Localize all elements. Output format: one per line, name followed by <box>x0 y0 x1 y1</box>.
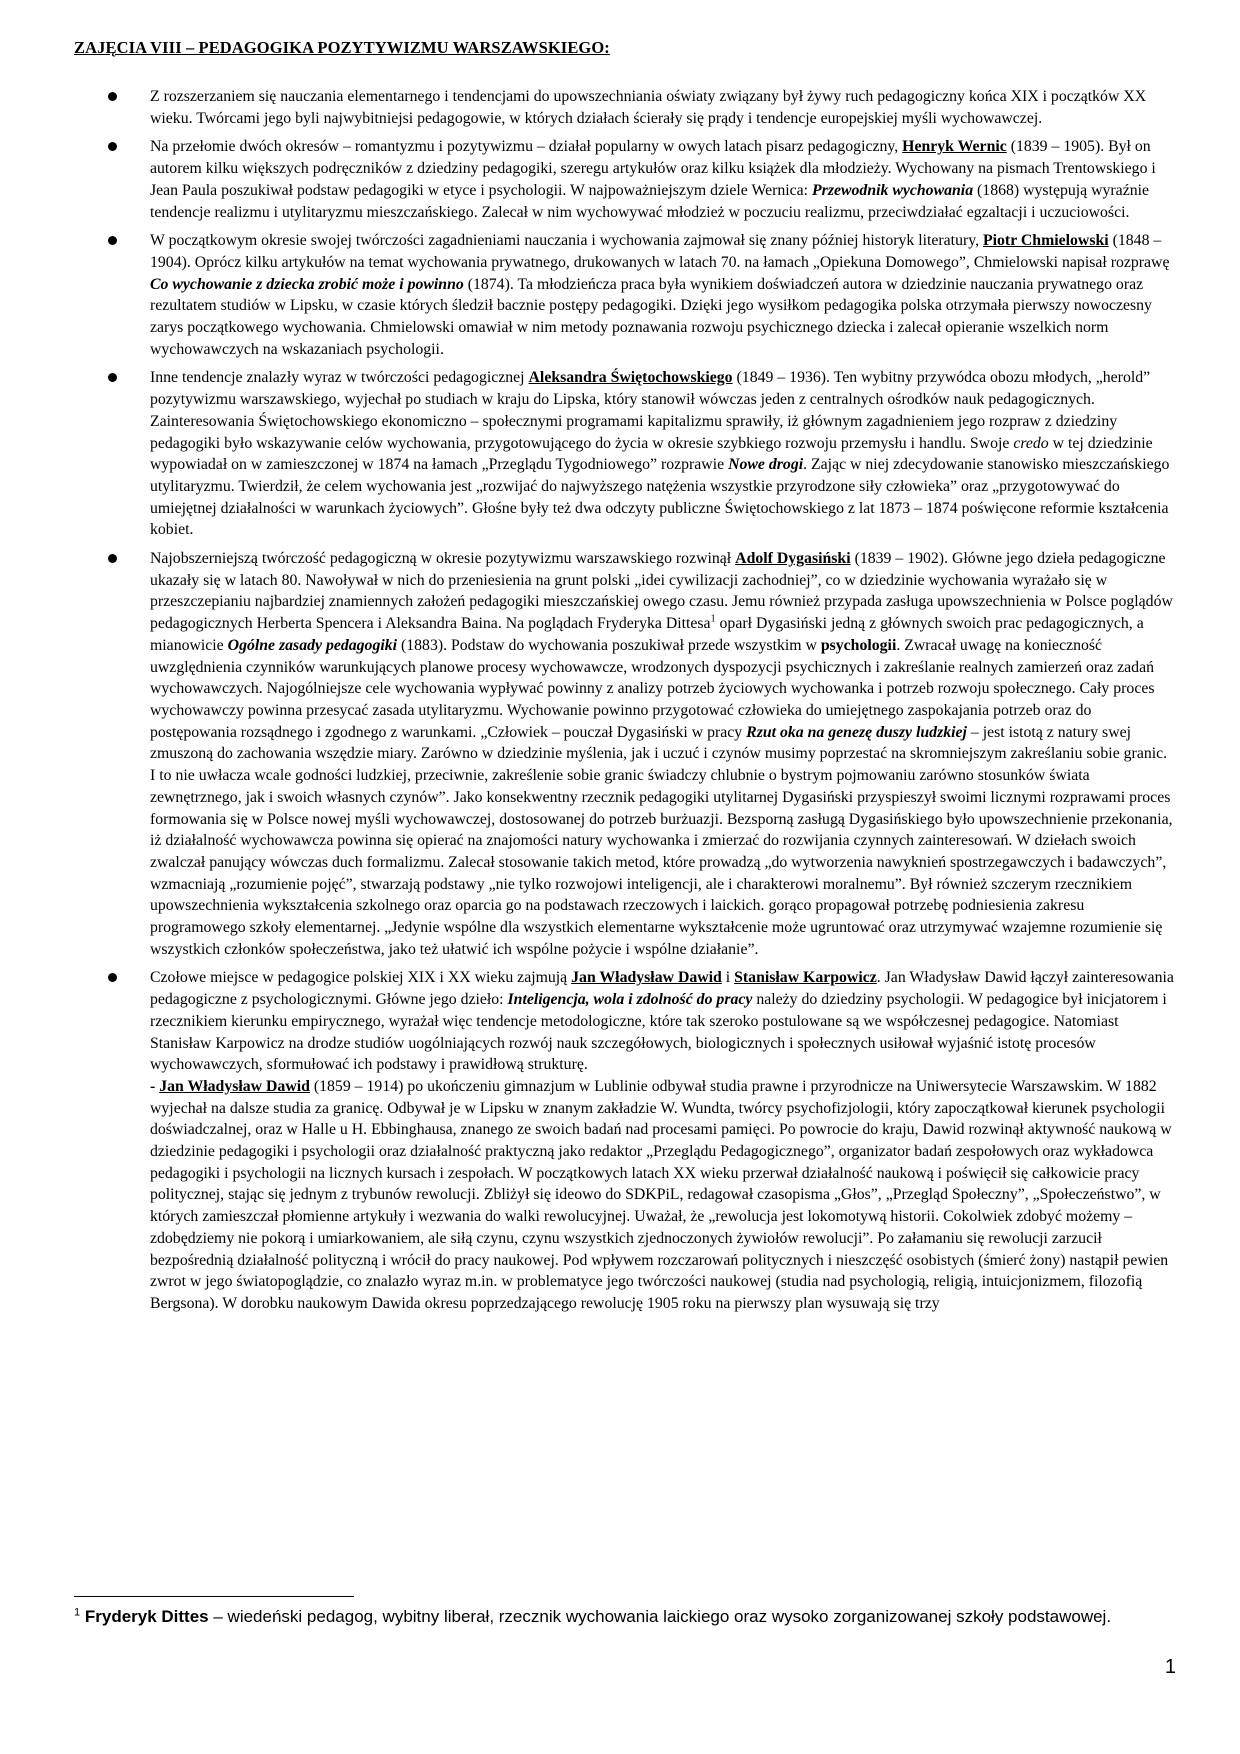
bullet-icon <box>108 92 117 101</box>
footnote-name: Fryderyk Dittes <box>84 1607 209 1626</box>
bullet-icon <box>108 554 117 563</box>
paragraph-text: Czołowe miejsce w pedagogice polskiej XIX i XX wieku zajmują Jan Władysław Dawid i Stanisław Karpowicz. Jan Władysław Dawid łączył zainteresowania pedagogiczne z psychologicznymi. Główne jego dzieło: Inteligencja, wola i zdolność do pracy należy do dziedziny psychologii. W pedagogice był inicjatorem i rzecznikiem kierunku empirycznego, wyrażał więc tendencje metodologiczne, które tak szeroko postulowane są we współczesnej pedagogice. Natomiast Stanisław Karpowicz na drodze studiów uogólniających rozwój nauk szczegółowych, biologicznych i społecznych usiłował wyjaśnić istotę procesów wychowawczych, sformułować ich podstawy i prawidłową strukturę. - Jan Władysław Dawid (1859 – 1914) po ukończeniu gimnazjum w Lublinie odbywał studia prawne i przyrodnicze na Uniwersytecie Warszawskim. W 1882 wyjechał na dalsze studia za granicę. Odbywał je w Lipsku w znanym zakładzie W. Wundta, twórcy psychofizjologii, który zapoczątkował kierunek psychologii doświadczalnej, oraz w Halle u H. Ebbinghausa, znanego ze swoich badań nad procesami pamięci. Po powrocie do kraju, Dawid rozwinął aktywność naukową w dziedzinie pedagogiki i psychologii oraz działalność praktyczną jako redaktor „Przeglądu Pedagogicznego”, organizator badań zespołowych oraz wykładowca pedagogiki i psychologii na licznych kursach i zespołach. W początkowych latach XX wieku przerwał działalność naukową i poświęcił się całkowicie pracy politycznej, stając się jednym z trybunów rewolucji. Zbliżył się ideowo do SDKPiL, redagował czasopisma „Głos”, „Przegląd Społeczny”, „Społeczeństwo”, w których zamieszczał płomienne artykuły i wezwania do walki rewolucyjnej. Uważał, że „rewolucja jest lokomotywą historii. Cokolwiek zdobyć możemy – zdobędziemy nie pokorą i umiarkowaniem, ale siłą czynu, czynu wszystkich zjednoczonych żywiołów rewolucji”. Po załamaniu się rewolucji zarzucił bezpośrednią działalność polityczną i wrócił do pracy naukowej. Pod wpływem rozczarowań politycznych i nieszczęść osobistych (śmierć żony) nastąpił pewien zwrot w jego światopoglądzie, co znalazło wyraz m.in. w problematyce jego twórczości naukowej (studia nad psychologią, religią, intuicjonizmem, filozofią Bergsona). W dorobku naukowym Dawida okresu poprzedzającego rewolucję 1905 roku na pierwszy plan wysuwają się trzy <box>150 969 1174 1312</box>
work-title: Rzut oka na genezę duszy ludzkiej <box>746 723 967 741</box>
person-name: Henryk Wernic <box>902 138 1007 156</box>
list-item <box>108 367 1174 541</box>
work-title: Ogólne zasady pedagogiki <box>227 636 398 654</box>
paragraph-text: Z rozszerzaniem się nauczania elementarnego i tendencjami do upowszechniania oświaty związany był żywy ruch pedagogiczny końca XIX i początków XX wieku. Twórcami jego byli najwybitniejsi pedagogowie, w których działach ścierały się prądy i tendencje europejskiej myśli wychowawczej. <box>150 88 1147 127</box>
emphasis-text: credo <box>1013 434 1049 452</box>
bullet-icon <box>108 973 117 982</box>
work-title: Nowe drogi <box>728 456 804 474</box>
footnote: $^1$ Fryderyk Dittes – wiedeński pedagog, wybitny liberał, rzecznik wychowania laickiego oraz wysoko zorganizowanej szkoły podstawowej. <box>74 1606 1112 1626</box>
footnote-number: 1 <box>74 1606 81 1619</box>
person-name: Piotr Chmielowski <box>983 232 1109 250</box>
list-item <box>108 86 1174 129</box>
page-title: ZAJĘCIA VIII – PEDAGOGIKA POZYTYWIZMU WARSZAWSKIEGO: <box>74 38 610 57</box>
person-name: Aleksandra Świętochowskiego <box>528 369 733 387</box>
footnote-ref: 1 <box>710 613 716 625</box>
paragraph-text: Na przełomie dwóch okresów – romantyzmu i pozytywizmu – działał popularny w owych latach pisarz pedagogiczny, Henryk Wernic (1839 – 1905). Był on autorem kilku większych podręczników z dziedziny pedagogiki, szeregu artykułów oraz kilku książek dla młodzieży. Wychowany na pismach Trentowskiego i Jean Paula poszukiwał podstaw pedagogiki w etyce i psychologii. W najpoważniejszym dziele Wernica: Przewodnik wychowania (1868) występują wyraźnie tendencje realizmu i utylitaryzmu mieszczańskiego. Zalecał w nim wychowywać młodzież w poczuciu realizmu, przeciwdziałać egzaltacji i uczuciowości. <box>150 138 1156 221</box>
list-item <box>108 548 1174 960</box>
emphasis-text: psychologii <box>820 636 897 654</box>
work-title: Przewodnik wychowania <box>812 181 974 199</box>
footnote-separator <box>74 1596 354 1597</box>
list-item <box>108 967 1174 1314</box>
bullet-icon <box>108 373 117 382</box>
bullet-icon <box>108 236 117 245</box>
person-name: Stanisław Karpowicz <box>734 969 877 987</box>
person-name: Jan Władysław Dawid <box>571 969 722 987</box>
paragraph-text: Inne tendencje znalazły wyraz w twórczości pedagogicznej Aleksandra Świętochowskiego (1849 – 1936). Ten wybitny przywódca obozu młodych, „herold” pozytywizmu warszawskiego, wyjechał po studiach w kraju do Lipska, który stanowił wówczas jeden z centralnych ośrodków nauk pedagogicznych. Zainteresowania Świętochowskiego ekonomiczno – społecznymi programami kapitalizmu sprawiły, iż głównym zagadnieniem jego rozpraw z dziedziny pedagogiki było wskazywanie celów wychowania, przygotowującego do życia w okresie szybkiego rozwoju przemysłu i handlu. Swoje credo w tej dziedzinie wypowiadał on w zamieszczonej w 1874 na łamach „Przeglądu Tygodniowego” rozprawie Nowe drogi. Zając w niej zdecydowanie stanowisko mieszczańskiego utylitaryzmu. Twierdził, że celem wychowania jest „rozwijać do najwyższego natężenia wszystkie przyrodzone siły człowieka” oraz „przygotowywać do umiejętnej działalności w warunkach życiowych”. Głośne były też dwa odczyty publiczne Świętochowskiego z lat 1873 – 1874 poświęcone reformie kształcenia kobiet. <box>150 369 1170 539</box>
list-item <box>108 136 1174 223</box>
bullet-list <box>108 86 1174 1322</box>
paragraph-text: W początkowym okresie swojej twórczości zagadnieniami nauczania i wychowania zajmował się znany później historyk literatury, Piotr Chmielowski (1848 – 1904). Oprócz kilku artykułów na temat wychowania prywatnego, drukowanych w latach 70. na łamach „Opiekuna Domowego”, Chmielowski napisał rozprawę Co wychowanie z dziecka zrobić może i powinno (1874). Ta młodzieńcza praca była wynikiem doświadczeń autora w dziedzinie nauczania prywatnego oraz rezultatem studiów w Lipsku, w czasie których śledził bacznie postępy pedagogiki. Dzięki jego wysiłkom pedagogika polska otrzymała pierwszy nowoczesny zarys początkowego wychowania. Chmielowski omawiał w nim metody poznawania rozwoju psychicznego dziecka i zalecał opieranie wszelkich norm wychowawczych na wskazaniach psychologii. <box>150 232 1170 358</box>
bullet-icon <box>108 142 117 151</box>
person-name: Jan Władysław Dawid <box>159 1077 310 1095</box>
work-title: Inteligencja, wola i zdolność do pracy <box>507 991 753 1009</box>
person-name: Adolf Dygasiński <box>735 550 851 568</box>
page-number: 1 <box>1164 1656 1176 1678</box>
paragraph-text: Najobszerniejszą twórczość pedagogiczną w okresie pozytywizmu warszawskiego rozwinął Adolf Dygasiński (1839 – 1902). Główne jego dzieła pedagogiczne ukazały się w latach 80. Nawoływał w nich do przeniesienia na grunt polski „idei cywilizacji zachodniej”, co w dziedzinie wychowania wyrażało się w przeszczepianiu najbardziej znamiennych założeń pedagogiki mieszczańskiej owego czasu. Jemu również przypada zasługa upowszechnienia w Polsce poglądów pedagogicznych Herberta Spencera i Aleksandra Baina. Na poglądach Fryderyka Dittesa$^1$ oparł Dygasiński jedną z głównych swoich prac pedagogicznych, a mianowicie Ogólne zasady pedagogiki (1883). Podstaw do wychowania poszukiwał przede wszystkim w psychologii. Zwracał uwagę na konieczność uwzględnienia czynników warunkujących planowe procesy wychowawcze, wrodzonych dyspozycji psychicznych i zakreślanie realnych zamierzeń oraz zadań wychowawczych. Najogólniejsze cele wychowania wypływać powinny z analizy potrzeb życiowych wychowanka i potrzeb rozwoju społecznego. Cały proces wychowawczy powinna przesycać zasada utylitaryzmu. Wychowanie powinno przygotować człowieka do umiejętnego zaspokajania potrzeb oraz do postępowania rozsądnego i zgodnego z warunkami. „Człowiek – pouczał Dygasiński w pracy Rzut oka na genezę duszy ludzkiej – jest istotą z natury swej zmuszoną do zachowania wszędzie miary. Zarówno w dziedzinie myślenia, jak i uczuć i czynów musimy poprzestać na skromniejszym zakreślaniu sobie granic. I to nie uwłacza wcale godności ludzkiej, przeciwnie, zakreślenie sobie granic świadczy chlubnie o bystrym pojmowaniu zarówno stosunków świata zewnętrznego, jak i swoich własnych czynów”. Jako konsekwentny rzecznik pedagogiki utylitarnej Dygasiński przyspieszył swoimi licznymi rozprawami proces formowania się w Polsce nowej myśli wychowawczej, dostosowanej do potrzeb burżuazji. Bezsporną zasługą Dygasińskiego było upowszechnienie przekonania, iż działalność wychowawcza powinna się opierać na znajomości natury wychowanka i zmierzać do rozwijania czynnych zainteresowań. W dziełach swoich zwalczał panujący wówczas duch formalizmu. Zalecał stosowanie takich metod, które prowadzą „do wytworzenia nawyknień spostrzegawczych i badawczych”, wzmacniają „rozumienie pojęć”, stwarzają podstawy „nie tylko rozwojowi inteligencji, ale i charakterowi moralnemu”. Był również szczerym rzecznikiem upowszechnienia wykształcenia szkolnego oraz oparcia go na podstawach rzeczowych i laickich. gorąco propagował potrzebę podniesienia zakresu programowego szkoły elementarnej. „Jedynie wspólne dla wszystkich elementarne wykształcenie może ugruntować oraz utrzymywać wzajemne rozumienie się wszystkich członków społeczeństwa, jako też ułatwić ich wspólne pożycie i wspólne działanie”. <box>150 550 1173 958</box>
list-item <box>108 230 1174 360</box>
work-title: Co wychowanie z dziecka zrobić może i powinno <box>150 275 464 293</box>
